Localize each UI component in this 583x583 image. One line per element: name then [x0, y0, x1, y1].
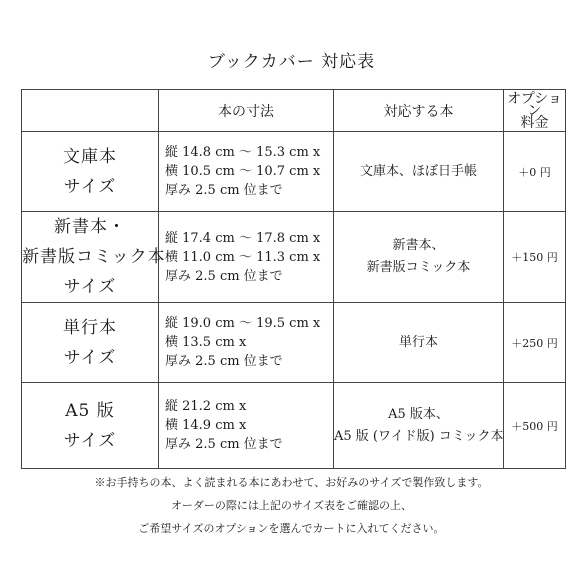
- compatible-books-cell: [334, 303, 504, 383]
- dimension-width: 横 14.9 cm x: [165, 418, 247, 433]
- compatible-book-line: A5 版本、: [388, 406, 449, 422]
- dimensions-cell: [159, 132, 334, 212]
- compatible-book-line: 新書版コミック本: [366, 260, 471, 275]
- dimension-thickness: 厚み 2.5 cm 位まで: [165, 268, 283, 284]
- compatible-book-line: 単行本: [398, 334, 438, 350]
- dimension-width: 横 13.5 cm x: [165, 335, 247, 350]
- header-option-line: オプション: [507, 90, 562, 119]
- order-notes: [0, 471, 583, 540]
- option-price-cell: ＋500 円: [504, 383, 566, 469]
- dimension-width: 横 10.5 cm 〜 10.7 cm x: [165, 164, 321, 179]
- compatible-books-cell: [334, 212, 504, 303]
- size-name-cell: [22, 303, 159, 383]
- dimension-height: 縦 21.2 cm x: [165, 399, 247, 414]
- size-name-line: サイズ: [63, 347, 117, 368]
- table-header-row: [22, 90, 566, 132]
- size-name-cell: [22, 212, 166, 303]
- dimensions-cell: [159, 212, 334, 303]
- size-name-line: サイズ: [63, 176, 117, 197]
- note-line: オーダーの際には上記のサイズ表をご確認の上、: [170, 499, 413, 512]
- dimension-thickness: 厚み 2.5 cm 位まで: [165, 437, 283, 452]
- size-name-line: サイズ: [63, 277, 117, 297]
- table-row: [22, 132, 566, 212]
- size-name-line: サイズ: [63, 430, 117, 451]
- note-line: ※お手持ちの本、よく読まれる本にあわせて、お好みのサイズで製作致します。: [94, 476, 489, 489]
- size-name-line: 単行本: [63, 317, 117, 338]
- note-line: ご希望サイズのオプションを選んでカートに入れてください。: [138, 522, 445, 535]
- dimension-height: 縦 14.8 cm 〜 15.3 cm x: [165, 145, 321, 160]
- option-price-cell: ＋150 円: [504, 212, 566, 303]
- header-dimensions: 本の寸法: [159, 90, 334, 132]
- dimensions-cell: [159, 383, 334, 469]
- option-price-cell: ＋250 円: [504, 303, 566, 383]
- dimension-thickness: 厚み 2.5 cm 位まで: [165, 183, 283, 198]
- dimension-thickness: 厚み 2.5 cm 位まで: [165, 354, 283, 369]
- page-title: ブックカバー 対応表: [207, 52, 376, 72]
- size-name-line: 文庫本: [63, 146, 117, 167]
- dimension-width: 横 11.0 cm 〜 11.3 cm x: [165, 249, 321, 265]
- dimension-height: 縦 19.0 cm 〜 19.5 cm x: [165, 316, 321, 331]
- option-price-cell: ＋0 円: [504, 132, 566, 212]
- table-row: [22, 383, 566, 469]
- table-row: [22, 303, 566, 383]
- dimensions-cell: [159, 303, 334, 383]
- compatible-book-line: 文庫本、ほぼ日手帳: [359, 163, 477, 179]
- header-option-price: [504, 90, 566, 132]
- header-price-line: 料金: [520, 114, 549, 131]
- size-name-line: 新書版コミック本: [22, 247, 166, 267]
- header-blank-cell: [22, 90, 159, 132]
- table-row: [22, 212, 566, 303]
- compatible-books-cell: [334, 383, 504, 469]
- size-table: [21, 89, 566, 469]
- compatible-books-cell: [334, 132, 504, 212]
- header-compatible-books: 対応する本: [334, 90, 504, 132]
- compatible-book-line: 新書本、: [392, 238, 445, 253]
- compatible-book-line: A5 版 (ワイド版) コミック本: [334, 428, 504, 444]
- size-name-line: A5 版: [65, 400, 115, 421]
- size-name-line: 新書本・: [54, 217, 126, 237]
- size-name-cell: [22, 132, 159, 212]
- dimension-height: 縦 17.4 cm 〜 17.8 cm x: [165, 230, 321, 246]
- size-name-cell: [22, 383, 159, 469]
